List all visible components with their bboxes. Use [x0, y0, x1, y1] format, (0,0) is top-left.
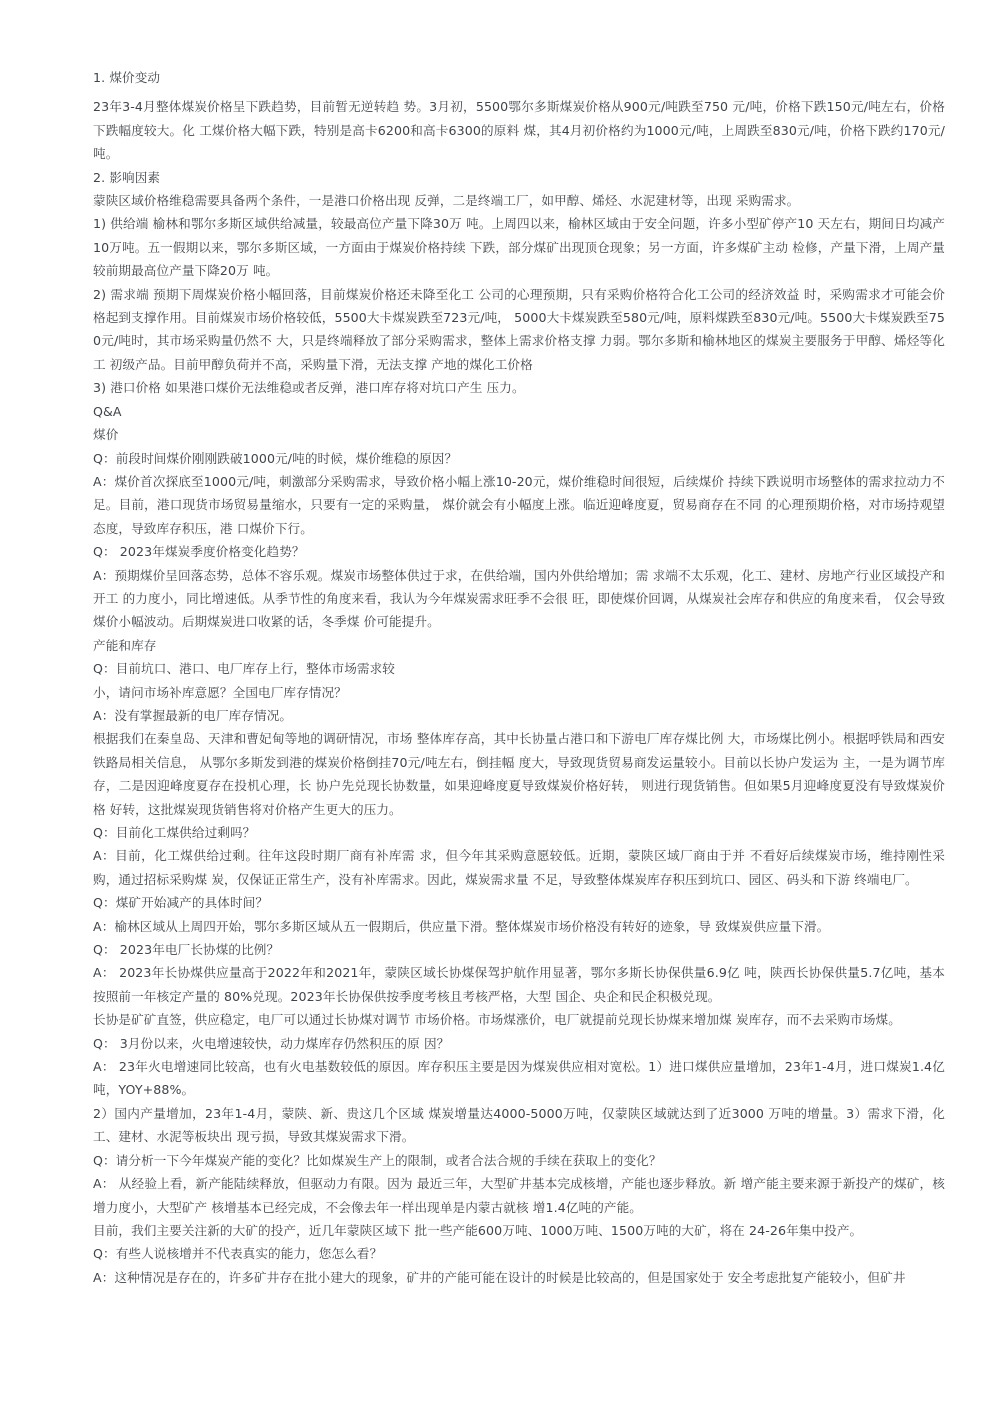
- answer: A：预期煤价呈回落态势，总体不容乐观。煤炭市场整体供过于求，在供给端，国内外供给增加；需 求端不太乐观，化工、建材、房地产行业区域投产和开工 的力度小，同比增速低。从季节性的角度来看，我认为今年煤炭需求旺季不会很 旺，即使煤价回调，从煤炭社会库存和供应的角度来看， 仅会导致煤价小幅波动。后期煤炭进口收紧的话，冬季煤 价可能提升。: [93, 567, 945, 630]
- subsection-heading-coal-price: 煤价: [93, 427, 119, 443]
- question: Q：前段时间煤价刚刚跌破1000元/吨的时候，煤价维稳的原因？: [93, 450, 458, 466]
- document-body: [93, 66, 945, 1289]
- subsection-heading-capacity-inventory: 产能和库存: [93, 637, 157, 653]
- section-heading-factors: 2. 影响因素: [93, 169, 161, 185]
- answer: A： 23年火电增速同比较高，也有火电基数较低的原因。库存积压主要是因为煤炭供应相对宽松。1）进口煤供应量增加，23年1-4月，进口煤炭1.4亿吨，YOY+88%。: [93, 1059, 945, 1098]
- question: Q：目前化工煤供给过剩吗？: [93, 825, 256, 840]
- answer: A：煤价首次探底至1000元/吨，刺激部分采购需求，导致价格小幅上涨10-20元，煤价维稳时间很短，后续煤价 持续下跌说明市场整体的需求拉动力不足。目前，港口现货市场贸易量缩水，只要有一定的采购量， 煤价就会有小幅度上涨。临近迎峰度夏，贸易商存在不同 的心理预期价格，对市场持观望态度，导致库存积压，港 口煤价下行。: [93, 473, 945, 536]
- question: Q： 2023年电厂长协煤的比例？: [93, 942, 280, 958]
- question: Q：煤矿开始减产的具体时间？: [93, 895, 269, 911]
- section-heading-price-change: 1. 煤价变动: [93, 70, 161, 85]
- question: Q： 2023年煤炭季度价格变化趋势？: [93, 544, 305, 560]
- answer: A： 2023年长协煤供应量高于2022年和2021年，蒙陕区域长协煤保驾护航作用显著，鄂尔多斯长协保供量6.9亿 吨，陕西长协保供量5.7亿吨，基本按照前一年核定产量的 80%兑现。2023年长协保供按季度考核且考核严格，大型 国企、央企和民企积极兑现。: [93, 965, 945, 1004]
- answer-continued: 根据我们在秦皇岛、天津和曹妃甸等地的调研情况，市场 整体库存高，其中长协量占港口和下游电厂库存煤比例 大，市场煤比例小。根据呼铁局和西安铁路局相关信息， 从鄂尔多斯发到港的煤炭价格倒挂70元/吨左右，倒挂幅 度大，导致现货贸易商发运量较小。目前以长协户发运为 主，一是为调节库存，二是因迎峰度夏存在投机心理，长 协户先兑现长协数量，如果迎峰度夏导致煤炭价格好转， 则进行现货销售。但如果5月迎峰度夏没有导致煤炭价格 好转，这批煤炭现货销售将对价格产生更大的压力。: [93, 731, 945, 817]
- question: Q： 3月份以来，火电增速较快，动力煤库存仍然积压的原 因？: [93, 1035, 450, 1051]
- answer-continued: 目前，我们主要关注新的大矿的投产，近几年蒙陕区域下 批一些产能600万吨、1000万吨、1500万吨的大矿，将在 24-26年集中投产。: [93, 1222, 863, 1238]
- answer: A：目前，化工煤供给过剩。往年这段时期厂商有补库需 求，但今年其采购意愿较低。近期，蒙陕区域厂商由于并 不看好后续煤炭市场，维持刚性采购，通过招标采购煤 炭，仅保证正常生产，没有补库需求。因此，煤炭需求量 不足，导致整体煤炭库存积压到坑口、园区、码头和下游 终端电厂。: [93, 848, 945, 887]
- section-heading-qa: Q&A: [93, 403, 122, 419]
- question: Q：有些人说核增并不代表真实的能力，您怎么看？: [93, 1246, 383, 1262]
- answer-continued: 2）国内产量增加，23年1-4月，蒙陕、新、贵这几个区域 煤炭增量达4000-5000万吨，仅蒙陕区域就达到了近3000 万吨的增量。3）需求下滑，化工、建材、水泥等板块出 现亏损，导致其煤炭需求下滑。: [93, 1105, 945, 1145]
- paragraph: 23年3-4月整体煤炭价格呈下跌趋势，目前暂无逆转趋 势。3月初，5500鄂尔多斯煤炭价格从900元/吨跌至750 元/吨，价格下跌150元/吨左右，价格下跌幅度较大。化 工煤价格大幅下跌，特别是高卡6200和高卡6300的原料 煤，其4月初价格约为1000元/吨，上周跌至830元/吨，价格下跌约170元/吨。: [93, 99, 945, 162]
- paragraph: 蒙陕区域价格维稳需要具备两个条件，一是港口价格出现 反弹，二是终端工厂，如甲醇、烯烃、水泥建材等，出现 采购需求。: [93, 193, 800, 209]
- answer: A：这种情况是存在的，许多矿井存在批小建大的现象，矿井的产能可能在设计的时候是比较高的，但是国家处于 安全考虑批复产能较小，但矿井: [93, 1269, 906, 1285]
- question: Q：请分析一下今年煤炭产能的变化？比如煤炭生产上的限制，或者合法合规的手续在获取上的变化？: [93, 1152, 662, 1168]
- question-continued: 小，请问市场补库意愿？全国电厂库存情况？: [93, 684, 347, 700]
- paragraph: 2) 需求端 预期下周煤炭价格小幅回落，目前煤炭价格还未降至化工 公司的心理预期，只有采购价格符合化工公司的经济效益 时，采购需求才可能会价格起到支撑作用。目前煤炭市场价格较低，5500大卡煤炭跌至723元/吨， 5000大卡煤炭跌至580元/吨，原料煤跌至830元/吨。5500大卡煤炭跌至750元/吨时，其市场采购量仍然不 大，只是终端释放了部分采购需求，整体上需求价格支撑 力弱。鄂尔多斯和榆林地区的煤炭主要服务于甲醇、烯烃等化工 初级产品。目前甲醇负荷并不高，采购量下滑，无法支撑 产地的煤化工价格: [93, 286, 945, 372]
- question: Q：目前坑口、港口、电厂库存上行，整体市场需求较: [93, 661, 395, 677]
- paragraph: 3) 港口价格 如果港口煤价无法维稳或者反弹，港口库存将对坑口产生 压力。: [93, 380, 525, 396]
- answer: A： 从经验上看，新产能陆续释放，但驱动力有限。因为 最近三年，大型矿井基本完成核增，产能也逐步释放。新 增产能主要来源于新投产的煤矿，核增力度小，大型矿产 核增基本已经完成，不会像去年一样出现单是内蒙古就核 增1.4亿吨的产能。: [93, 1176, 945, 1215]
- answer-continued: 长协是矿矿直签，供应稳定，电厂可以通过长协煤对调节 市场价格。市场煤涨价，电厂就提前兑现长协煤来增加煤 炭库存，而不去采购市场煤。: [93, 1012, 901, 1028]
- answer: A：没有掌握最新的电厂库存情况。: [93, 707, 293, 723]
- answer: A：榆林区域从上周四开始，鄂尔多斯区域从五一假期后，供应量下滑。整体煤炭市场价格没有转好的迹象，导 致煤炭供应量下滑。: [93, 918, 830, 934]
- paragraph: 1) 供给端 榆林和鄂尔多斯区域供给减量，较最高位产量下降30万 吨。上周四以来，榆林区域由于安全问题，许多小型矿停产10 天左右，期间日均减产10万吨。五一假期以来，鄂尔多斯区域，一方面由于煤炭价格持续 下跌，部分煤矿出现顶仓现象；另一方面，许多煤矿主动 检修，产量下滑，上周产量较前期最高位产量下降20万 吨。: [93, 216, 945, 279]
